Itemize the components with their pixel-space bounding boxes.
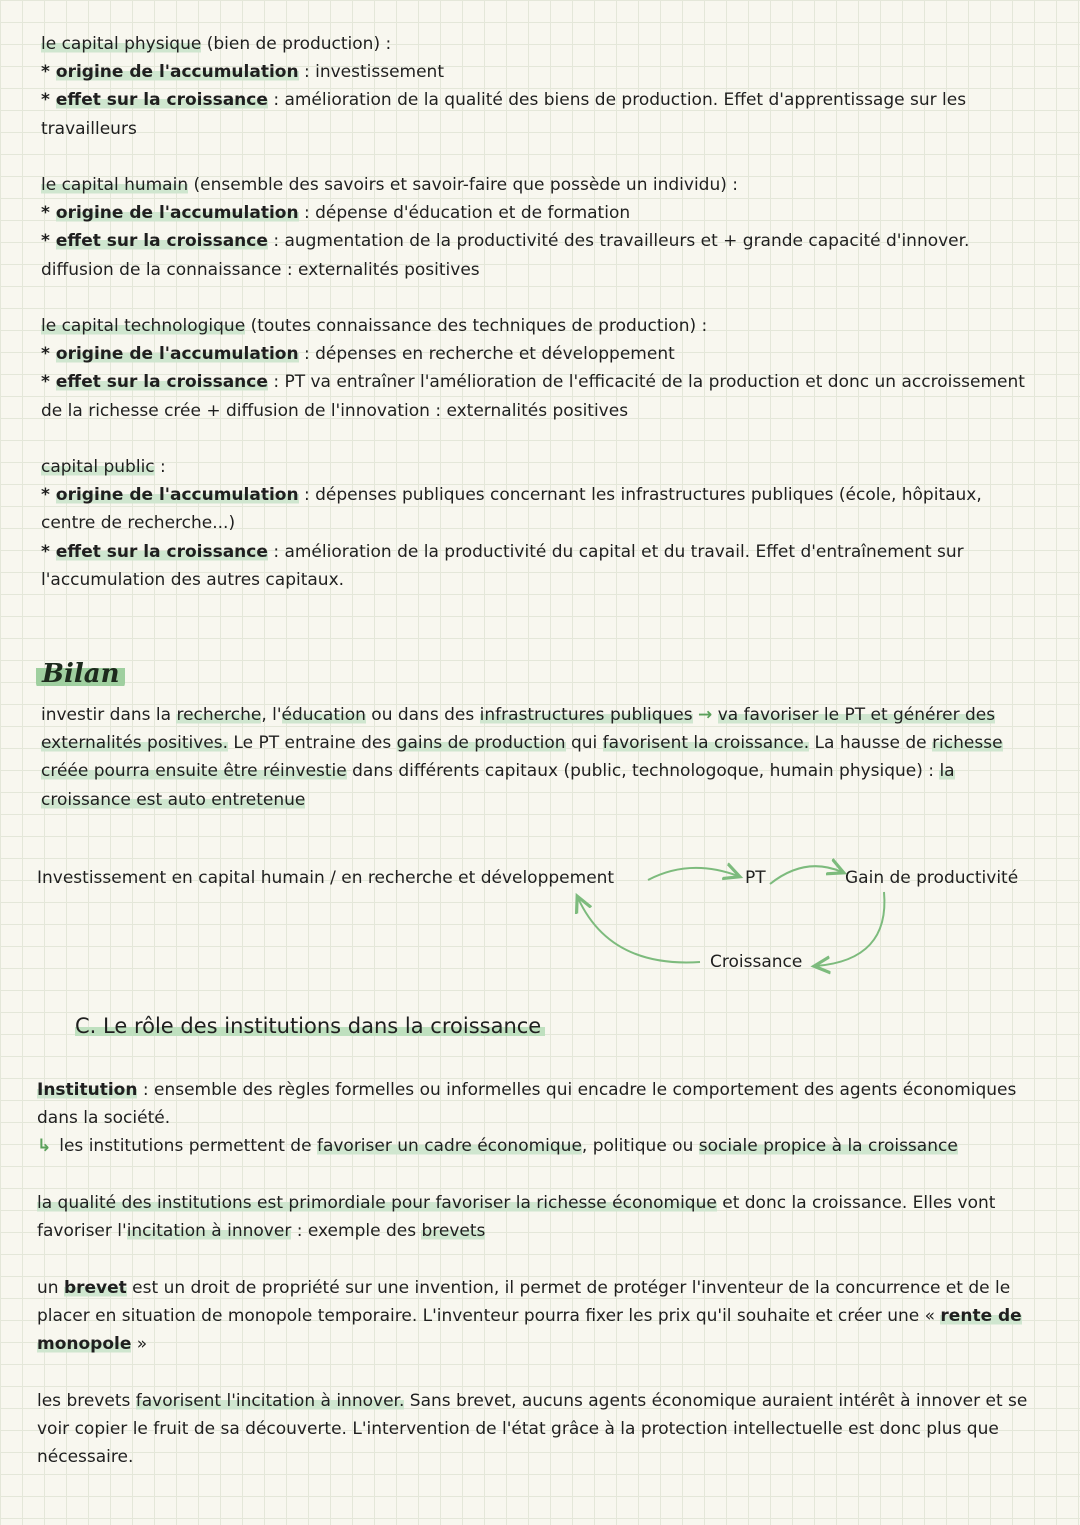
last-text: les brevets [37,1391,136,1411]
brevet-rente: rente de monopole [37,1306,1022,1355]
arrow-gain-to-croissance [816,892,884,966]
diagram-pt: PT [745,868,766,888]
bilan-highlight: va favoriser le PT et générer des externalités positives. [41,705,996,754]
capital-physique-block: le capital physique (bien de production) : * origine de l'accumulation : investissement * effet sur la croissance : amélioration de la qualité des biens de production. Effet d'apprentissage sur les travailleurs [41,34,967,139]
origine-label: origine de l'accumulation [55,344,299,365]
bilan-highlight: éducation [281,705,366,725]
institution-def: : ensemble des règles formelles ou informelles qui encadre le comportement des agents économiques dans la société. [37,1080,1017,1129]
diagram-investissement: Investissement en capital humain / en recherche et développement [37,868,615,888]
origine-text: : dépense d'éducation et de formation [303,203,631,224]
bilan-highlight: infrastructures publiques [479,705,693,725]
brevet-text: est un droit de propriété sur une invention, il permet de protéger l'inventeur de la concurrence et de le placer en situation de monopole temporaire. L'inventeur pourra fixer les prix qu'il souhaite et créer une « [37,1278,1011,1327]
qualite-highlight: incitation à innover [126,1221,292,1242]
sub-text: , politique ou [581,1136,699,1157]
effet-label: effet sur la croissance [55,90,268,111]
diagram-croissance: Croissance [710,952,803,972]
bilan-label: Bilan [36,659,125,689]
capital-technologique-desc: (toutes connaissance des techniques de production) : [250,316,708,336]
effet-text: : PT va entraîner l'amélioration de l'efficacité de la production et donc un accroissement de la richesse crée + diffusion de l'innovation : externalités positives [41,372,1025,421]
capital-public-desc: : [160,457,166,477]
origine-label: origine de l'accumulation [55,62,299,83]
bilan-highlight: la croissance est auto entretenue [41,761,955,810]
sub-highlight: sociale propice à la croissance [698,1136,958,1157]
origine-text: : investissement [303,62,444,83]
institution-definition [37,1076,1047,1161]
bilan-text: dans différents capitaux (public, technologoque, humain physique) : [346,761,940,782]
brevet-text: » [131,1334,148,1355]
capital-humain-title: le capital humain [41,175,189,195]
origine-label: origine de l'accumulation [55,485,299,506]
capital-public-title: capital public [41,457,155,477]
capital-technologique-title: le capital technologique [41,316,246,336]
brevet-word: brevet [63,1278,127,1298]
arrow-right-icon: → [698,705,713,725]
origine-text: : dépenses en recherche et développement [303,344,675,365]
institution-label: Institution [37,1080,138,1100]
last-paragraph [37,1387,1047,1472]
bilan-text: qui [565,733,603,754]
capital-humain-extra: diffusion de la connaissance : externalités positives [41,259,480,280]
capital-humain-block: le capital humain (ensemble des savoirs et savoir-faire que possède un individu) : * origine de l'accumulation : dépense d'éducation et de formation * effet sur la croissance : augmentation de la productivité des travailleurs et + grande capacité d'innover. diffusion de la connaissance : externalités positives [41,171,1041,284]
capital-humain-desc: (ensemble des savoirs et savoir-faire que possède un individu) : [193,175,739,195]
arrow-pt-to-gain [770,866,842,884]
arrow-down-right-icon: ↳ [37,1136,52,1157]
bilan-highlight: gains de production [396,733,566,754]
brevet-paragraph [37,1274,1047,1359]
section-c-heading: C. Le rôle des institutions dans la croissance [75,1014,545,1038]
effet-label: effet sur la croissance [55,231,268,252]
qualite-highlight: brevets [421,1221,486,1242]
origine-text: : dépenses publiques concernant les infrastructures publiques (école, hôpitaux, centre de recherche...) [41,485,982,534]
capital-physique-desc: (bien de production) : [206,34,392,54]
arrow-croissance-to-inv [578,898,700,962]
qualite-highlight: la qualité des institutions est primordiale pour favoriser la richesse économique [37,1193,717,1213]
qualite-paragraph [37,1189,1047,1245]
bilan-text: Le PT entraine des [228,733,397,754]
bilan-text: , l' [261,705,282,725]
effet-label: effet sur la croissance [55,372,268,393]
bilan-highlight: richesse créée pourra ensuite être réinvestie [41,733,1003,782]
origine-label: origine de l'accumulation [55,203,299,224]
effet-text: : amélioration de la productivité du capital et du travail. Effet d'entraînement sur l'accumulation des autres capitaux. [41,541,964,590]
sub-text: les institutions permettent de [59,1136,317,1157]
bilan-highlight: recherche [176,705,262,725]
capital-technologique-block: le capital technologique (toutes connaissance des techniques de production) : * origine de l'accumulation : dépenses en recherche et développement * effet sur la croissance : PT va entraîner l'amélioration de l'efficacité de la production et donc un accroissement de la richesse crée + diffusion de l'innovation : externalités positives [41,316,1025,421]
bilan-highlight: favorisent la croissance. [602,733,810,754]
arrow-inv-to-pt [648,868,738,880]
brevet-text: un [37,1278,64,1298]
capital-physique-title: le capital physique [41,34,202,54]
qualite-text: : exemple des [291,1221,422,1242]
qualite-text: et donc la croissance. Elles vont favoriser l' [37,1193,996,1242]
last-text: Sans brevet, aucuns agents économique auraient intérêt à innover et se voir copier le fruit de sa découverte. L'intervention de l'état grâce à la protection intellectuelle est donc plus que nécessaire. [37,1391,1028,1468]
bilan-text: La hausse de [809,733,933,754]
diagram-gain: Gain de productivité [845,868,1019,888]
capital-public-block: capital public : * origine de l'accumulation : dépenses publiques concernant les infrastructures publiques (école, hôpitaux, centre de recherche...) * effet sur la croissance : amélioration de la productivité du capital et du travail. Effet d'entraînement sur l'accumulation des autres capitaux. [41,457,982,590]
bilan-text: ou dans des [365,705,480,725]
effet-text: : amélioration de la qualité des biens de production. Effet d'apprentissage sur les travailleurs [41,90,967,139]
bilan-text: investir dans la [41,705,172,725]
sub-highlight: favoriser un cadre économique [316,1136,582,1157]
last-highlight: favorisent l'incitation à innover. [135,1391,405,1411]
effet-label: effet sur la croissance [55,541,268,562]
effet-text: : augmentation de la productivité des travailleurs et + grande capacité d'innover. [273,231,970,252]
